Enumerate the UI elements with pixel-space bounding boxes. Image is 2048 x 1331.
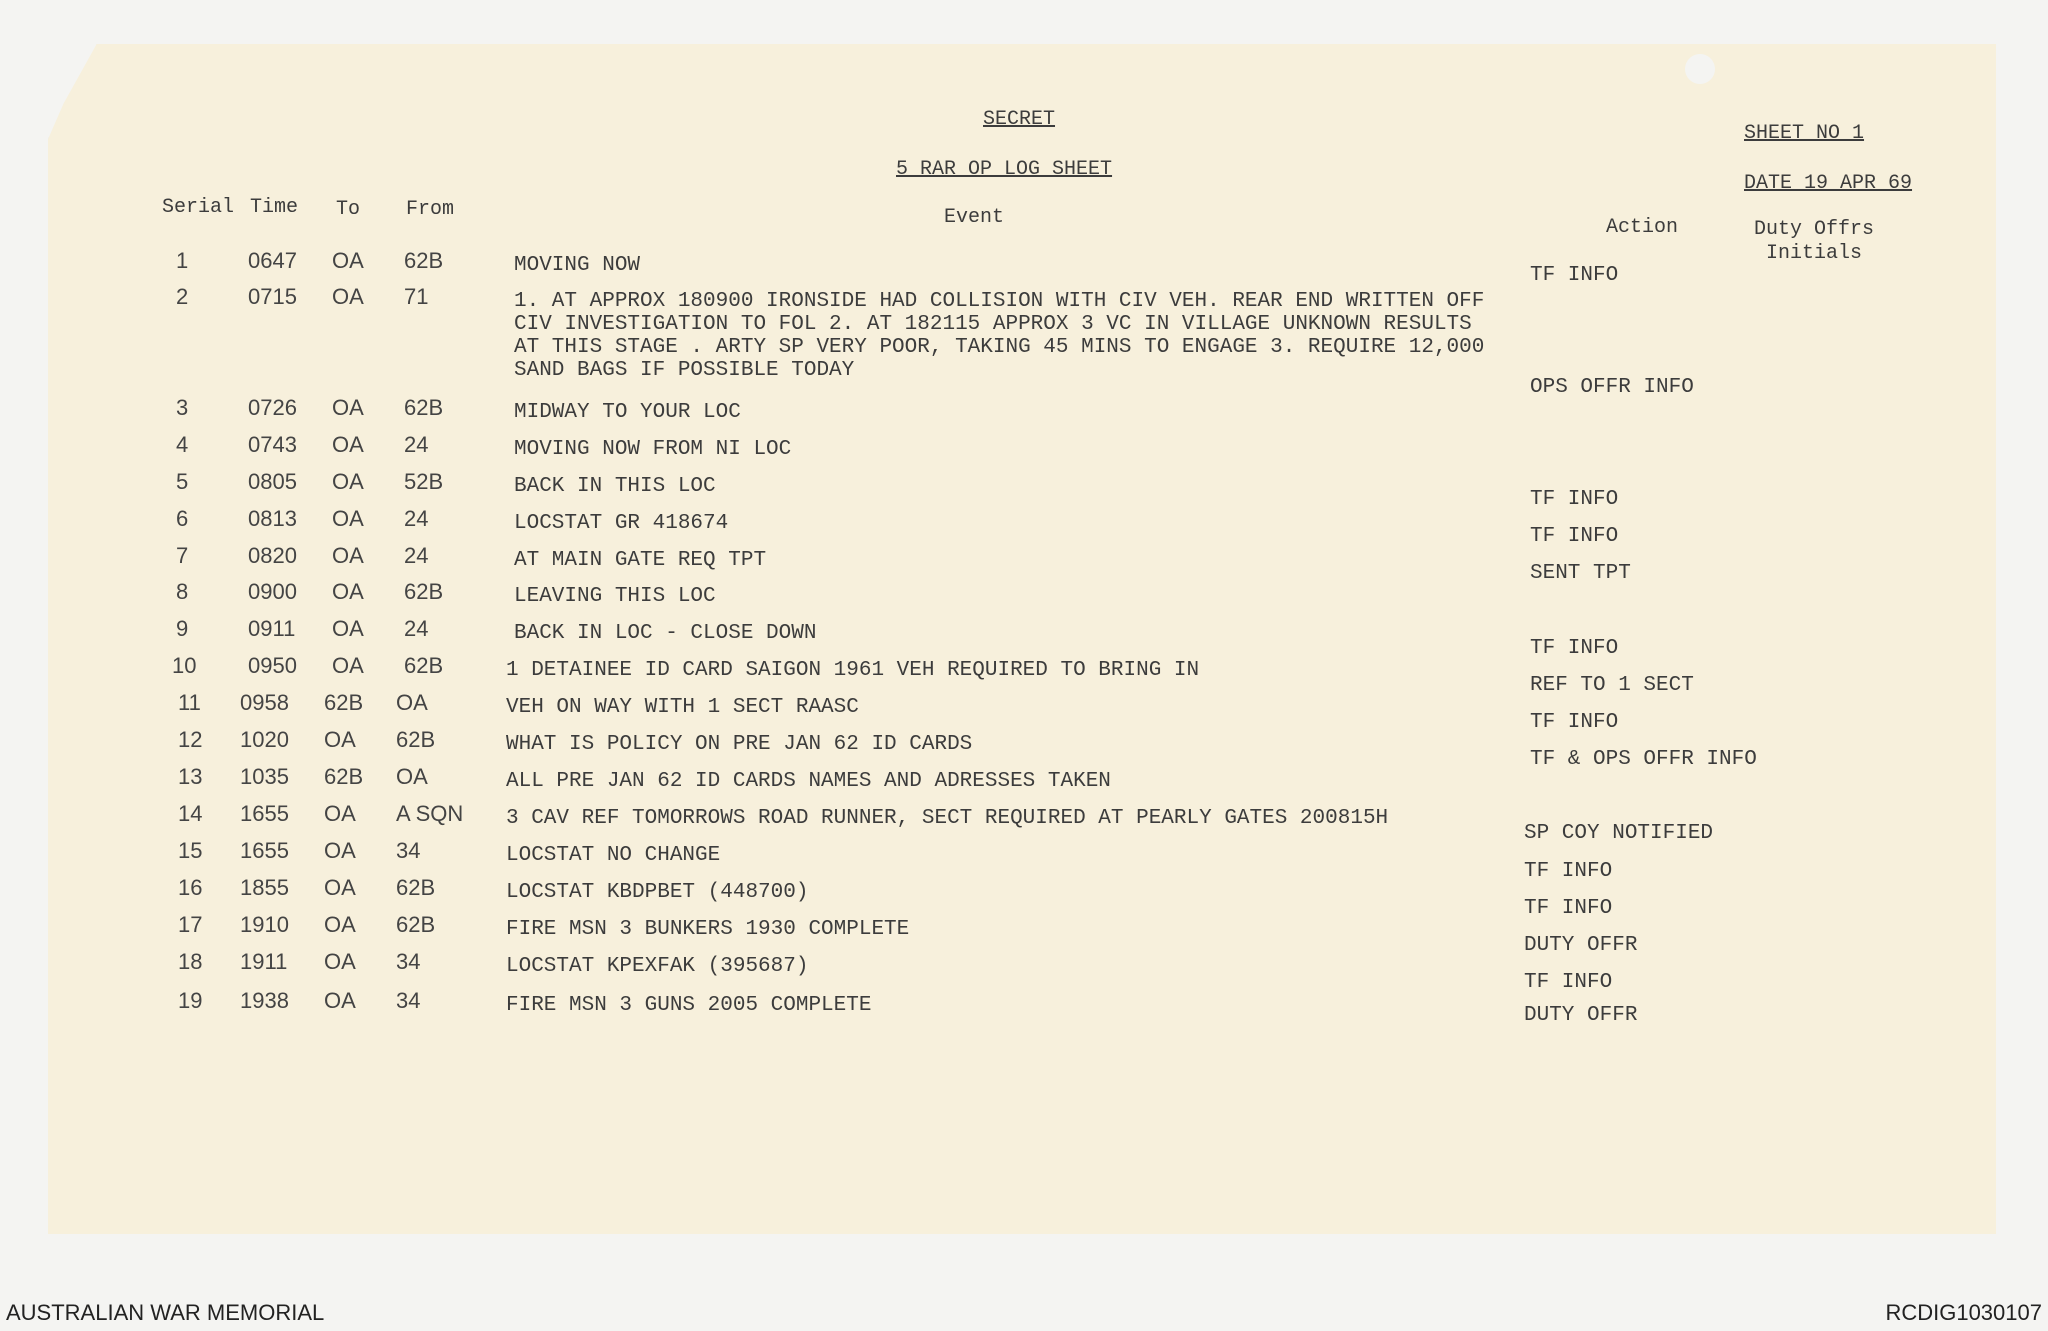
- punch-hole: [1685, 54, 1715, 84]
- row-event-line: AT MAIN GATE REQ TPT: [514, 549, 767, 572]
- row-action: SP COY NOTIFIED: [1524, 822, 1714, 845]
- row-from: 34: [396, 949, 421, 974]
- row-time: 1020: [240, 727, 289, 752]
- row-time: 0715: [248, 284, 297, 309]
- row-serial: 3: [176, 395, 189, 420]
- row-event-line: MOVING NOW FROM NI LOC: [514, 438, 792, 461]
- row-to: OA: [324, 988, 356, 1013]
- row-time: 1655: [240, 801, 289, 826]
- classification-marking: SECRET: [983, 108, 1056, 131]
- row-to: OA: [332, 616, 364, 641]
- row-to: OA: [332, 543, 364, 568]
- footer-archive-name: AUSTRALIAN WAR MEMORIAL: [6, 1300, 325, 1325]
- row-to: OA: [332, 284, 364, 309]
- row-event-line: VEH ON WAY WITH 1 SECT RAASC: [506, 696, 859, 719]
- row-time: 0647: [248, 248, 297, 273]
- row-serial: 17: [178, 912, 203, 937]
- row-action: TF INFO: [1530, 525, 1619, 548]
- column-header-from: From: [406, 198, 455, 221]
- column-header-serial: Serial: [162, 196, 235, 219]
- row-serial: 10: [172, 653, 197, 678]
- row-time: 0911: [248, 616, 296, 641]
- row-serial: 11: [178, 690, 201, 715]
- row-time: 1911: [240, 949, 288, 974]
- row-time: 0900: [248, 579, 297, 604]
- row-action: DUTY OFFR: [1524, 934, 1638, 957]
- row-from: 24: [404, 616, 429, 641]
- row-from: 62B: [396, 875, 436, 900]
- row-action: TF INFO: [1530, 711, 1619, 734]
- row-event-line: LOCSTAT KBDPBET (448700): [506, 881, 809, 904]
- row-event-line: BACK IN THIS LOC: [514, 475, 716, 498]
- row-serial: 16: [178, 875, 203, 900]
- row-action: TF INFO: [1530, 637, 1619, 660]
- row-serial: 4: [176, 432, 189, 457]
- row-action: TF INFO: [1530, 264, 1619, 287]
- row-from: 24: [404, 543, 429, 568]
- row-serial: 18: [178, 949, 203, 974]
- row-from: 24: [404, 432, 429, 457]
- row-action: TF INFO: [1524, 897, 1613, 920]
- row-action: TF INFO: [1524, 971, 1613, 994]
- document-title: 5 RAR OP LOG SHEET: [896, 158, 1113, 181]
- row-serial: 7: [176, 543, 189, 568]
- row-from: OA: [396, 764, 428, 789]
- row-event-line: AT THIS STAGE . ARTY SP VERY POOR, TAKING 45 MINS TO ENGAGE 3. REQUIRE 12,000: [514, 336, 1485, 359]
- row-to: 62B: [324, 764, 364, 789]
- row-serial: 12: [178, 727, 203, 752]
- row-to: OA: [324, 912, 356, 937]
- row-event-line: ALL PRE JAN 62 ID CARDS NAMES AND ADRESSES TAKEN: [506, 770, 1111, 793]
- row-action: OPS OFFR INFO: [1530, 376, 1694, 399]
- row-to: OA: [332, 506, 364, 531]
- row-event-line: BACK IN LOC - CLOSE DOWN: [514, 622, 817, 645]
- row-time: 0820: [248, 543, 297, 568]
- sheet-number: SHEET NO 1: [1744, 122, 1865, 145]
- row-action: REF TO 1 SECT: [1530, 674, 1694, 697]
- row-event-line: LOCSTAT NO CHANGE: [506, 844, 721, 867]
- row-to: OA: [332, 432, 364, 457]
- column-header-action: Action: [1606, 216, 1679, 239]
- row-from: 62B: [396, 912, 436, 937]
- row-to: OA: [324, 949, 356, 974]
- row-from: 62B: [404, 579, 444, 604]
- row-serial: 9: [176, 616, 189, 641]
- row-action: SENT TPT: [1530, 562, 1631, 585]
- row-to: OA: [332, 469, 364, 494]
- row-time: 0805: [248, 469, 297, 494]
- row-time: 0950: [248, 653, 297, 678]
- row-serial: 1: [176, 248, 189, 273]
- row-time: 0958: [240, 690, 289, 715]
- row-event-line: MIDWAY TO YOUR LOC: [514, 401, 741, 424]
- row-action: TF & OPS OFFR INFO: [1530, 748, 1757, 771]
- row-to: OA: [324, 801, 356, 826]
- row-to: OA: [332, 395, 364, 420]
- row-event-line: FIRE MSN 3 BUNKERS 1930 COMPLETE: [506, 918, 910, 941]
- row-from: 24: [404, 506, 429, 531]
- row-to: OA: [324, 727, 356, 752]
- row-to: OA: [332, 579, 364, 604]
- row-event-line: 3 CAV REF TOMORROWS ROAD RUNNER, SECT REQUIRED AT PEARLY GATES 200815H: [506, 807, 1389, 830]
- row-to: OA: [332, 653, 364, 678]
- row-serial: 15: [178, 838, 203, 863]
- row-time: 1035: [240, 764, 289, 789]
- row-time: 1910: [240, 912, 289, 937]
- row-to: OA: [332, 248, 364, 273]
- row-from: 62B: [404, 248, 444, 273]
- row-from: 62B: [396, 727, 436, 752]
- row-event-line: MOVING NOW: [514, 254, 641, 277]
- log-date: DATE 19 APR 69: [1744, 172, 1913, 195]
- row-time: 1938: [240, 988, 289, 1013]
- row-serial: 14: [178, 801, 203, 826]
- row-event-line: LEAVING THIS LOC: [514, 585, 716, 608]
- footer-record-id: RCDIG1030107: [1885, 1300, 2042, 1325]
- row-from: A SQN: [396, 801, 464, 826]
- column-header-event: Event: [944, 206, 1005, 229]
- row-event-line: LOCSTAT KPEXFAK (395687): [506, 955, 809, 978]
- row-from: 34: [396, 988, 421, 1013]
- row-from: 34: [396, 838, 421, 863]
- row-event-line: WHAT IS POLICY ON PRE JAN 62 ID CARDS: [506, 733, 973, 756]
- row-serial: 5: [176, 469, 189, 494]
- row-to: OA: [324, 838, 356, 863]
- row-to: 62B: [324, 690, 364, 715]
- column-header-initials: Duty Offrs Initials: [1754, 218, 1875, 265]
- row-time: 0813: [248, 506, 297, 531]
- row-serial: 8: [176, 579, 189, 604]
- column-header-time: Time: [250, 196, 299, 219]
- row-serial: 19: [178, 988, 203, 1013]
- row-time: 1655: [240, 838, 289, 863]
- row-event-line: 1. AT APPROX 180900 IRONSIDE HAD COLLISION WITH CIV VEH. REAR END WRITTEN OFF: [514, 290, 1485, 313]
- row-from: OA: [396, 690, 428, 715]
- row-event-line: LOCSTAT GR 418674: [514, 512, 729, 535]
- row-from: 52B: [404, 469, 444, 494]
- row-event-line: FIRE MSN 3 GUNS 2005 COMPLETE: [506, 994, 872, 1017]
- column-header-to: To: [336, 198, 361, 221]
- row-serial: 2: [176, 284, 189, 309]
- row-action: TF INFO: [1524, 860, 1613, 883]
- row-serial: 6: [176, 506, 189, 531]
- row-serial: 13: [178, 764, 203, 789]
- row-from: 62B: [404, 395, 444, 420]
- row-from: 71: [404, 284, 429, 309]
- row-event-line: SAND BAGS IF POSSIBLE TODAY: [514, 359, 855, 382]
- row-time: 0726: [248, 395, 297, 420]
- trailing-action: DUTY OFFR: [1524, 1004, 1638, 1027]
- row-to: OA: [324, 875, 356, 900]
- row-event-line: CIV INVESTIGATION TO FOL 2. AT 182115 APPROX 3 VC IN VILLAGE UNKNOWN RESULTS: [514, 313, 1472, 336]
- row-time: 1855: [240, 875, 289, 900]
- row-event-line: 1 DETAINEE ID CARD SAIGON 1961 VEH REQUIRED TO BRING IN: [506, 659, 1200, 682]
- row-action: TF INFO: [1530, 488, 1619, 511]
- row-time: 0743: [248, 432, 297, 457]
- row-from: 62B: [404, 653, 444, 678]
